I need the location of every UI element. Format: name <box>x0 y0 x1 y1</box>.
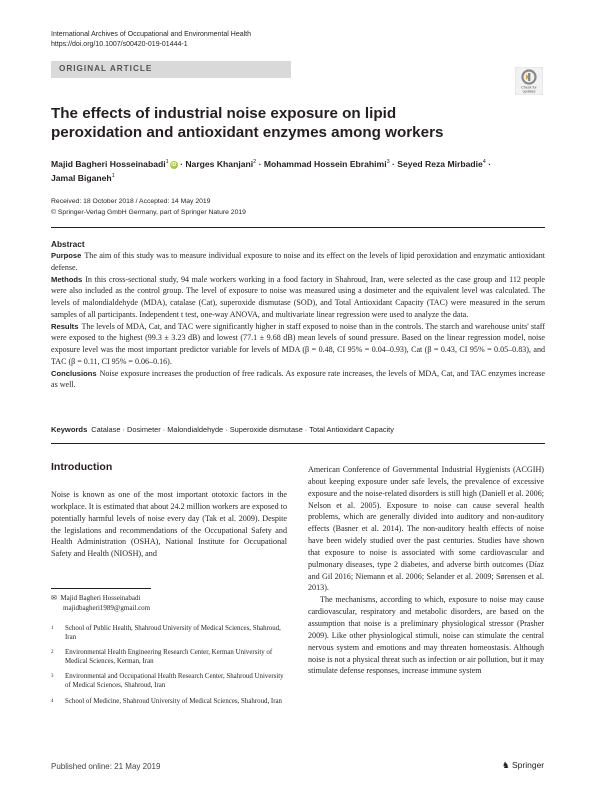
author-affiliation-mark: 1 <box>165 159 169 165</box>
author-affiliation-mark: 4 <box>482 159 486 165</box>
doi-link[interactable]: https://doi.org/10.1007/s00420-019-01444-1 <box>51 40 188 48</box>
article-type-bar <box>51 61 291 78</box>
author-name[interactable]: Mohammad Hossein Ebrahimi <box>263 158 387 169</box>
abstract-purpose <box>51 250 545 274</box>
affiliation-number: 3 <box>51 674 54 679</box>
springer-horse-icon: ♞ <box>502 760 510 770</box>
abstract-body <box>51 250 545 391</box>
affiliation-number: 1 <box>51 626 54 631</box>
affiliation-number: 4 <box>51 699 54 704</box>
correspondence <box>51 594 150 613</box>
published-online: Published online: 21 May 2019 <box>51 762 161 771</box>
abstract-conclusions <box>51 368 545 392</box>
publisher-name: Springer <box>512 760 545 770</box>
author-affiliation-mark: 3 <box>386 159 390 165</box>
journal-name: International Archives of Occupational and Environmental Health <box>51 31 252 38</box>
results-label: Results <box>51 321 79 331</box>
check-updates-icon <box>515 67 543 95</box>
running-header <box>51 30 251 49</box>
affiliation-number: 2 <box>51 650 54 655</box>
copyright-line: © Springer-Verlag GmbH Germany, part of Springer Nature 2019 <box>51 208 246 216</box>
conclusions-label: Conclusions <box>51 368 97 378</box>
author-list: Majid Bagheri Hosseinabadi$^1$ iD · Narges Khanjani$^2$ · Mohammad Hossein Ebrahimi$^3$ · Seyed Reza Mirbadie$^4$ · Jamal Biganeh$^1$ <box>51 158 492 184</box>
keywords <box>51 425 394 434</box>
divider <box>51 227 545 228</box>
envelope-icon: ✉ <box>51 594 57 602</box>
affiliation-text: Environmental Health Engineering Research Center, Kerman University of Medical Sciences, Kerman, Iran <box>65 649 273 666</box>
keywords-label: Keywords <box>51 425 88 434</box>
author-affiliation-mark: 1 <box>111 173 115 180</box>
methods-label: Methods <box>51 274 83 284</box>
affiliation <box>51 672 287 690</box>
results-text: The levels of MDA, Cat, and TAC were significantly higher in staff exposed to noise than in the controls. The starch and warehouse units' staff were exposed to the highest (99.3 ± 3.23 dB) and lowest (77.1 ± 9.68 dB) mean levels of sound pressure. Based on the linear regression model, noise exposure level was the most important predictor variable for levels of MDA (β = 0.48, CI 95% = 0.04–0.93), Cat (β = 0.43, CI 95% = 0.05–0.83), and TAC (β = 0.11, CI 95% = 0.06–0.16). <box>51 321 545 366</box>
author-name[interactable]: Narges Khanjani <box>185 158 254 169</box>
check-for-updates-badge[interactable] <box>515 67 543 95</box>
article-type-label: ORIGINAL ARTICLE <box>59 64 153 73</box>
intro-left-column <box>51 489 287 560</box>
author-affiliation-mark: 2 <box>253 159 257 165</box>
purpose-text: The aim of this study was to measure individual exposure to noise and its effect on the levels of lipid peroxidation and enzymatic antioxidant defense. <box>51 251 545 272</box>
orcid-icon[interactable]: iD <box>171 161 177 168</box>
badge-line2: updates <box>522 89 536 94</box>
methods-text: In this cross-sectional study, 94 male workers working in a food factory in Shahroud, Iran, were selected as the case group and 112 people were also included as the control group. The level of exposure to noise was measured using a dosimeter and the equivalent level was calculated. The levels of malondialdehyde (MDA), catalase (Cat), superoxide dismutase (SOD), and Total Antioxidant Capacity (TAC) were measured in the serum samples of all participants. Independent t test, one-way ANOVA, and multivariate linear regression were used to analyze the data. <box>51 274 545 319</box>
intro-paragraph: The mechanisms, according to which, exposure to noise may cause cardiovascular, respiratory and metabolic disorders, are based on the assumption that noise is a preliminary physiological stressor (Prasher 2009). Like other physiological stimuli, noise can stimulate the central nervous system and emotions and may threaten homeostasis. Although noise is not a physical threat such as infection or air pollution, but it may stimulate defense responses, increase immune system <box>308 595 544 676</box>
author-name[interactable]: Seyed Reza Mirbadie <box>397 158 483 169</box>
affiliation-text: School of Public Health, Shahroud University of Medical Sciences, Shahroud, Iran <box>65 625 281 642</box>
keywords-text: Catalase · Dosimeter · Malondialdehyde · Superoxide dismutase · Total Antioxidant Capacity <box>91 425 394 434</box>
affiliation <box>51 697 287 706</box>
intro-paragraph: Noise is known as one of the most important ototoxic factors in the workplace. It is estimated that about 24.2 million workers are exposed to potentially harmful levels of noise every day (Tak et al. 2009). Despite the legislations and recommendations of the Occupational Safety and Health Administration (OSHA), National Institute for Occupational Safety and Health (NIOSH), and <box>51 490 287 559</box>
conclusions-text: Noise exposure increases the production of free radicals. As exposure rate increases, the levels of MDA, Cat, and TAC enzymes increase as well. <box>51 368 545 390</box>
received-accepted-dates: Received: 18 October 2018 / Accepted: 14 May 2019 <box>51 198 211 205</box>
publisher-logo <box>502 760 544 771</box>
abstract-results <box>51 321 545 368</box>
abstract-methods <box>51 274 545 321</box>
intro-right-column <box>308 464 544 677</box>
abstract-heading: Abstract <box>51 239 85 249</box>
introduction-heading: Introduction <box>51 461 113 473</box>
author-name[interactable]: Jamal Biganeh <box>51 173 112 184</box>
corresponding-author: Majid Bagheri Hosseinabadi <box>60 594 141 602</box>
affiliation-text: School of Medicine, Shahroud University of Medical Sciences, Shahroud, Iran <box>65 698 283 705</box>
divider <box>51 443 545 444</box>
affiliation <box>51 648 287 666</box>
footnote-divider <box>51 588 151 589</box>
badge-line1: Check for <box>521 85 537 90</box>
author-name[interactable]: Majid Bagheri Hosseinabadi <box>51 158 166 169</box>
corresponding-email[interactable]: majidbagheri1989@gmail.com <box>63 603 151 612</box>
article-dates <box>51 197 246 218</box>
affiliation-text: Environmental and Occupational Health Research Center, Shahroud University of Medical Sciences, Shahroud, Iran <box>65 673 284 690</box>
affiliation <box>51 624 287 642</box>
intro-paragraph: American Conference of Governmental Industrial Hygienists (ACGIH) about keeping exposure under safe levels, the prevalence of excessive exposure and the noise-related disorders is still high (Daniell et al. 2006; Nelson et al. 2005). Exposure to noise can cause several health problems, which are generally divided into auditory and non-auditory effects (Basner et al. 2014). The non-auditory health effects of noise have been widely studied over the past centuries. Studies have shown that exposure to noise is associated with some cardiovascular and pulmonary diseases, type 2 diabetes, and adverse birth outcomes (Díaz and Gil 2016; Niemann et al. 2006; Selander et al. 2009; Sørensen et al. 2013). <box>308 465 544 593</box>
purpose-label: Purpose <box>51 251 82 260</box>
article-title: The effects of industrial noise exposure on lipid peroxidation and antioxidant enzymes among workers <box>51 105 444 141</box>
